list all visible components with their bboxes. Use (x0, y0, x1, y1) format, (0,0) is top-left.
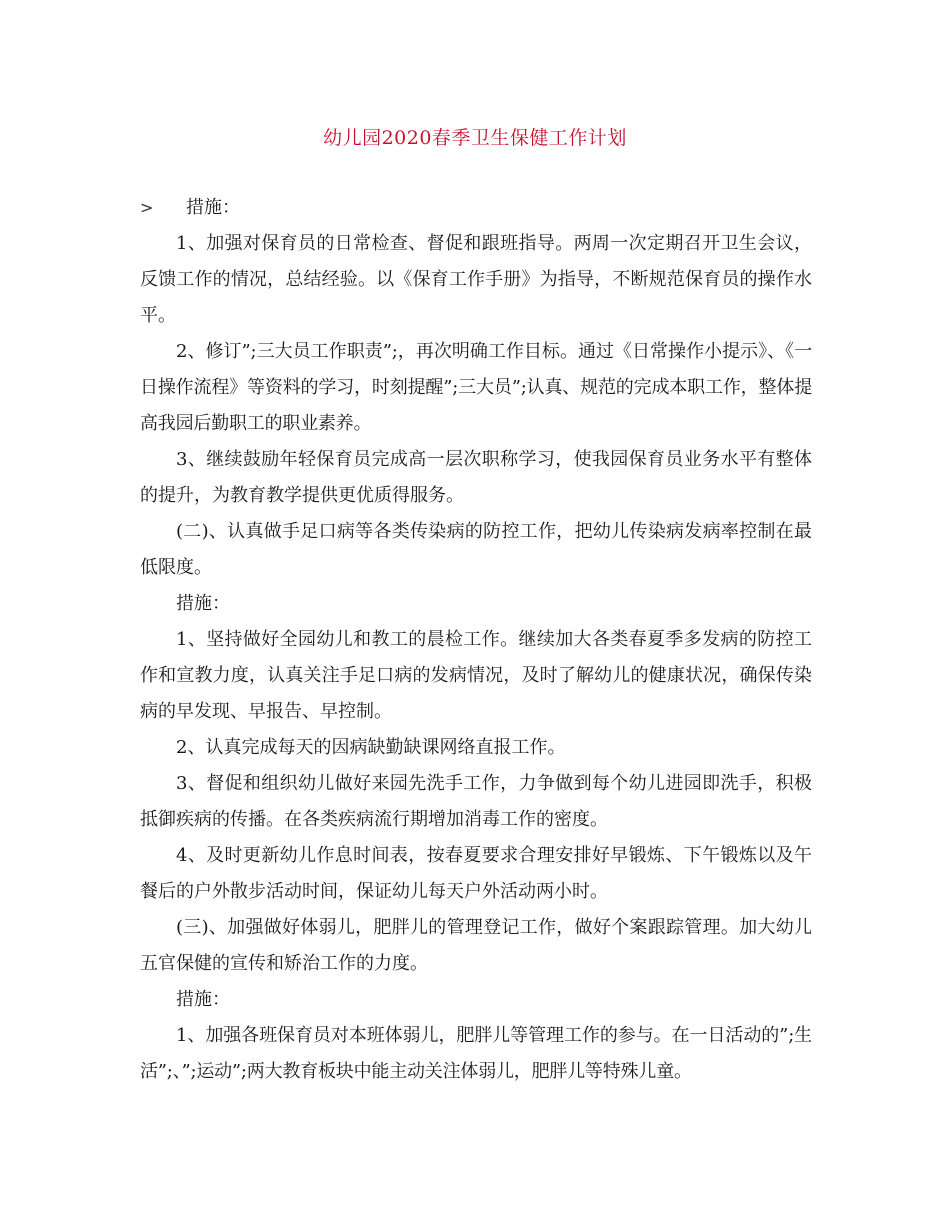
paragraph: 2、修订”;三大员工作职责”;，再次明确工作目标。通过《日常操作小提示》、《一日操作流程》等资料的学习，时刻提醒”;三大员”;认真、规范的完成本职工作，整体提高我园后勤职工的职业素养。 (140, 341, 812, 434)
section-heading-2: (二)、认真做手足口病等各类传染病的防控工作，把幼儿传染病发病率控制在最低限度。 (140, 521, 812, 578)
paragraph: 1、坚持做好全园幼儿和教工的晨检工作。继续加大各类春夏季多发病的防控工作和宣教力度，认真关注手足口病的发病情况，及时了解幼儿的健康状况，确保传染病的早发现、早报告、早控制。 (140, 629, 812, 722)
paragraph: 4、及时更新幼儿作息时间表，按春夏要求合理安排好早锻炼、下午锻炼以及午餐后的户外散步活动时间，保证幼儿每天户外活动两小时。 (140, 845, 812, 902)
measures-heading-2: 措施： (176, 593, 230, 614)
measures-heading-3: 措施： (176, 989, 230, 1010)
paragraph-text: 措施： (186, 197, 240, 218)
paragraph: 2、认真完成每天的因病缺勤缺课网络直报工作。 (176, 737, 566, 758)
document-title: 幼儿园2020春季卫生保健工作计划 (323, 127, 627, 149)
paragraph: 3、督促和组织幼儿做好来园先洗手工作，力争做到每个幼儿进园即洗手，积极抵御疾病的传播。在各类疾病流行期增加消毒工作的密度。 (140, 773, 812, 830)
chevron-right-icon: > (140, 198, 154, 217)
paragraph: 3、继续鼓励年轻保育员完成高一层次职称学习，使我园保育员业务水平有整体的提升，为教育教学提供更优质得服务。 (140, 449, 812, 506)
document-body (140, 190, 812, 1090)
paragraph: 1、加强各班保育员对本班体弱儿，肥胖儿等管理工作的参与。在一日活动的”;生活”;、”;运动”;两大教育板块中能主动关注体弱儿，肥胖儿等特殊儿童。 (140, 1025, 812, 1082)
section-heading-3: (三)、加强做好体弱儿，肥胖儿的管理登记工作，做好个案跟踪管理。加大幼儿五官保健的宣传和矫治工作的力度。 (140, 917, 812, 974)
paragraph: 1、加强对保育员的日常检查、督促和跟班指导。两周一次定期召开卫生会议，反馈工作的情况，总结经验。以《保育工作手册》为指导，不断规范保育员的操作水平。 (140, 233, 812, 326)
measures-heading-1 (140, 190, 812, 226)
